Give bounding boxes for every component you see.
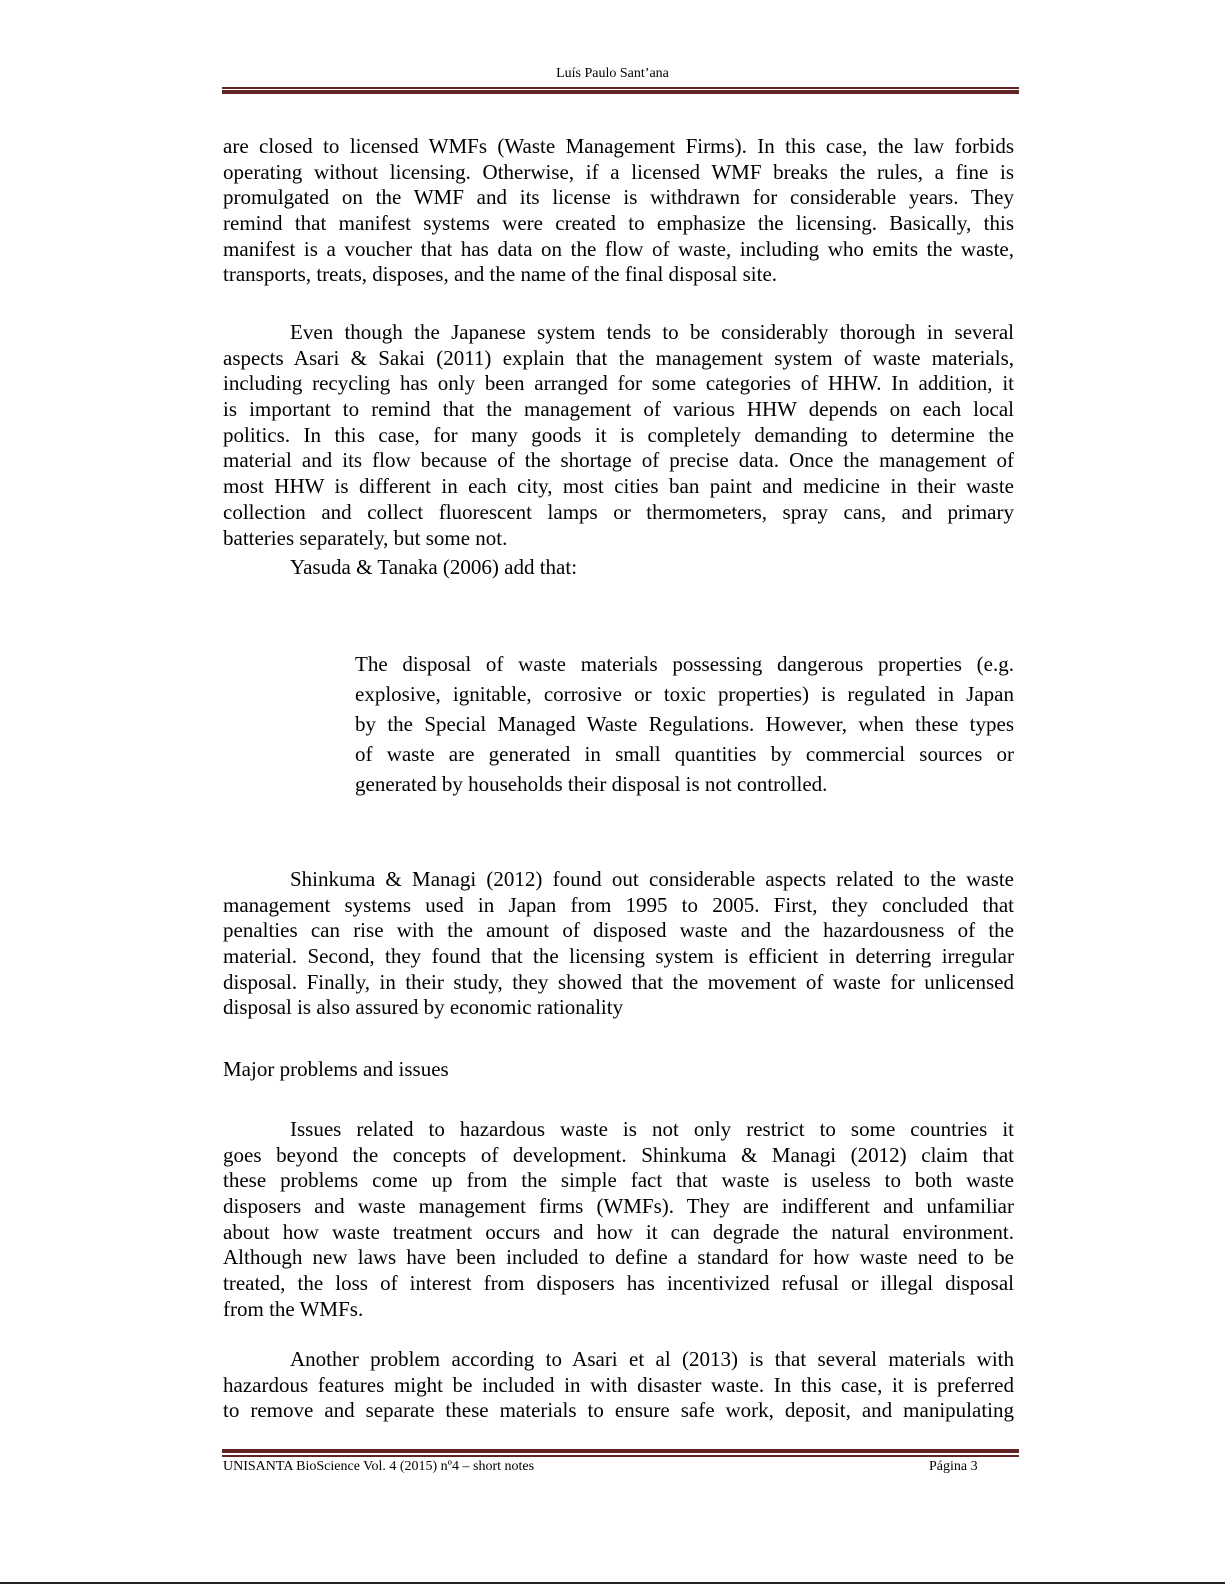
header-rule-thick bbox=[222, 90, 1019, 94]
text-line: is important to remind that the management of various HHW depends on each local bbox=[223, 397, 1014, 422]
text-line: collection and collect fluorescent lamps or thermometers, spray cans, and primary bbox=[223, 499, 1014, 524]
text-line: of waste are generated in small quantities by commercial sources or bbox=[355, 742, 1014, 766]
paragraph-2-lead-in: Yasuda & Tanaka (2006) add that: bbox=[290, 555, 578, 579]
text-line: explosive, ignitable, corrosive or toxic properties) is regulated in Japan bbox=[355, 682, 1014, 706]
text-line: these problems come up from the simple fact that waste is useless to both waste bbox=[223, 1168, 1014, 1193]
text-line: disposal is also assured by economic rationality bbox=[223, 995, 624, 1020]
text-line: remind that manifest systems were created to emphasize the licensing. Basically, this bbox=[223, 211, 1014, 236]
text-line: Although new laws have been included to define a standard for how waste need to be bbox=[223, 1245, 1014, 1270]
text-line: to remove and separate these materials to ensure safe work, deposit, and manipulating bbox=[223, 1398, 1014, 1423]
running-header-author: Luís Paulo Sant’ana bbox=[556, 66, 669, 81]
footer-journal: UNISANTA BioScience Vol. 4 (2015) nº4 – short notes bbox=[223, 1459, 535, 1474]
text-line: most HHW is different in each city, most cities ban paint and medicine in their waste bbox=[223, 474, 1014, 499]
text-line: from the WMFs. bbox=[223, 1296, 364, 1321]
text-line: promulgated on the WMF and its license is withdrawn for considerable years. They bbox=[223, 185, 1014, 210]
text-line: material. Second, they found that the licensing system is efficient in deterring irregular bbox=[223, 944, 1014, 969]
text-line: aspects Asari & Sakai (2011) explain that the management system of waste materials, bbox=[223, 345, 1014, 370]
text-line: hazardous features might be included in with disaster waste. In this case, it is preferred bbox=[223, 1372, 1014, 1397]
text-line: politics. In this case, for many goods it is completely demanding to determine the bbox=[223, 422, 1014, 447]
paragraph-3 bbox=[223, 867, 1014, 1021]
text-line: by the Special Managed Waste Regulations. However, when these types bbox=[355, 712, 1014, 736]
text-line: management systems used in Japan from 1995 to 2005. First, they concluded that bbox=[223, 892, 1014, 917]
text-line: about how waste treatment occurs and how it can degrade the natural environment. bbox=[223, 1219, 1014, 1244]
text-line: material and its flow because of the shortage of precise data. Once the management of bbox=[223, 448, 1014, 473]
text-line: Another problem according to Asari et al (2013) is that several materials with bbox=[290, 1347, 1014, 1371]
text-line: treated, the loss of interest from disposers has incentivized refusal or illegal disposal bbox=[223, 1271, 1014, 1296]
footer-page-number: Página 3 bbox=[929, 1459, 978, 1474]
footer-rule-thick bbox=[222, 1449, 1019, 1453]
paragraph-5 bbox=[223, 1347, 1014, 1424]
section-heading: Major problems and issues bbox=[223, 1057, 449, 1081]
text-line: The disposal of waste materials possessing dangerous properties (e.g. bbox=[355, 652, 1014, 676]
paragraph-4 bbox=[223, 1117, 1014, 1323]
text-line: disposal. Finally, in their study, they showed that the movement of waste for unlicensed bbox=[223, 969, 1014, 994]
text-line: penalties can rise with the amount of disposed waste and the hazardousness of the bbox=[223, 918, 1014, 943]
footer-rule-thin bbox=[222, 1455, 1019, 1457]
text-line: Even though the Japanese system tends to be considerably thorough in several bbox=[290, 320, 1014, 344]
text-line: goes beyond the concepts of development. Shinkuma & Managi (2012) claim that bbox=[223, 1142, 1014, 1167]
text-line: operating without licensing. Otherwise, if a licensed WMF breaks the rules, a fine is bbox=[223, 159, 1014, 184]
paragraph-2 bbox=[223, 320, 1014, 551]
text-line: are closed to licensed WMFs (Waste Management Firms). In this case, the law forbids bbox=[223, 134, 1014, 158]
header-rule-thin bbox=[222, 87, 1019, 89]
paragraph-1 bbox=[223, 134, 1014, 288]
text-line: manifest is a voucher that has data on the flow of waste, including who emits the waste, bbox=[223, 236, 1014, 261]
block-quote bbox=[355, 649, 1014, 799]
text-line: transports, treats, disposes, and the name of the final disposal site. bbox=[223, 262, 778, 287]
text-line: generated by households their disposal is not controlled. bbox=[355, 772, 828, 796]
text-line: including recycling has only been arranged for some categories of HHW. In addition, it bbox=[223, 371, 1014, 396]
text-line: Shinkuma & Managi (2012) found out considerable aspects related to the waste bbox=[290, 867, 1014, 891]
text-line: batteries separately, but some not. bbox=[223, 525, 508, 550]
page-bottom-edge bbox=[0, 1582, 1225, 1584]
text-line: disposers and waste management firms (WMFs). They are indifferent and unfamiliar bbox=[223, 1194, 1014, 1219]
text-line: Issues related to hazardous waste is not only restrict to some countries it bbox=[290, 1117, 1014, 1141]
